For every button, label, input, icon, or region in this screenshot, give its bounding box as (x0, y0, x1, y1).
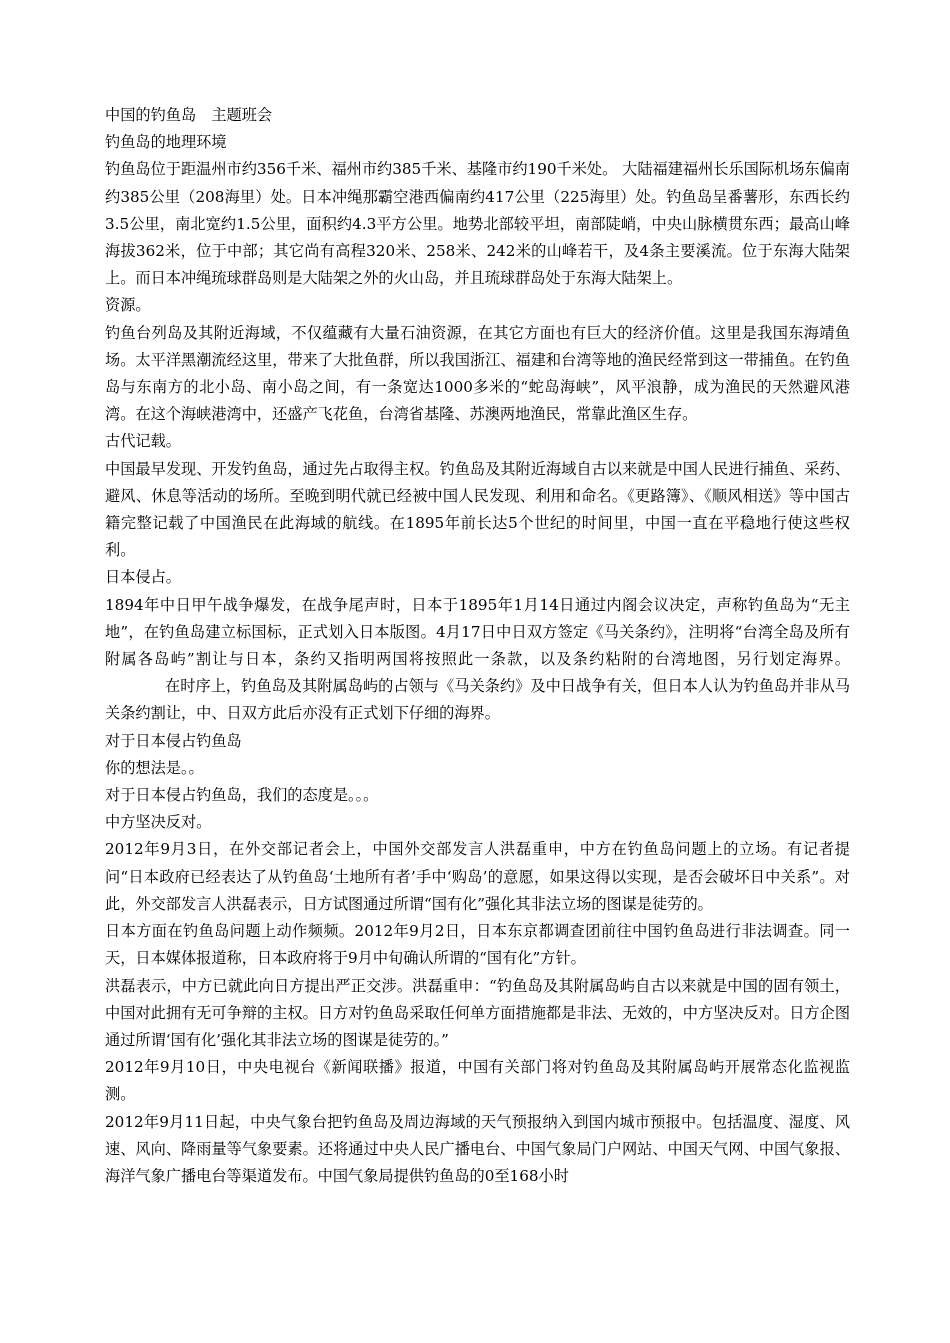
prompt-line-2: 你的想法是。。 (105, 758, 204, 777)
paragraph-japan-occupation-part1: 1894年中日甲午战争爆发，在战争尾声时，日本于1895年1月14日通过内阁会议决定，声称钓鱼岛为“无主地”，在钓鱼岛建立标国标，正式划入日本版图。4月17日中日双方签定《马关条约》，注明将“台湾全岛及所有附属各岛屿”割让与日本，条约又指明两国将按照此一条款，以及条约粘附的台湾地图，另行划定海界。 (105, 595, 850, 669)
paragraph-geography: 钓鱼岛位于距温州市约356千米、福州市约385千米、基隆市约190千米处。 大陆福建福州长乐国际机场东偏南约385公里（208海里）处。日本冲绳那霸空港西偏南约417公里（225海里）处。钓鱼岛呈番薯形，东西长约3.5公里，南北宽约1.5公里，面积约4.3平方公里。地势北部较平坦，南部陡峭，中央山脉横贯东西；最高山峰海拔362米，位于中部；其它尚有高程320米、258米、242米的山峰若干，及4条主要溪流。位于东海大陆架上。而日本冲绳琉球群岛则是大陆架之外的火山岛，并且琉球群岛处于东海大陆架上。 (105, 160, 850, 288)
paragraph-sept-3: 2012年9月3日，在外交部记者会上，中国外交部发言人洪磊重申，中方在钓鱼岛问题上的立场。有记者提问“日本政府已经表达了从钓鱼岛‘土地所有者’手中‘购岛’的意愿，如果这得以实现，是否会破坏日中关系”。对此，外交部发言人洪磊表示，日方试图通过所谓“国有化”强化其非法立场的图谋是徒劳的。 (105, 840, 850, 913)
paragraph-ancient-records: 中国最早发现、开发钓鱼岛，通过先占取得主权。钓鱼岛及其附近海域自古以来就是中国人民进行捕鱼、采药、避风、休息等活动的场所。至晚到明代就已经被中国人民发现、利用和命名。《更路簿》、《顺风相送》等中国古籍完整记载了中国渔民在此海域的航线。在1895年前长达5个世纪的时间里，中国一直在平稳地行使这些权利。 (105, 459, 850, 560)
paragraph-sept-11: 2012年9月11日起，中央气象台把钓鱼岛及周边海域的天气预报纳入到国内城市预报中。包括温度、湿度、风速、风向、降雨量等气象要素。还将通过中央人民广播电台、中国气象局门户网站、中国天气网、中国气象报、海洋气象广播电台等渠道发布。中国气象局提供钓鱼岛的0至168小时 (105, 1112, 850, 1185)
paragraph-japan-occupation (105, 592, 850, 728)
section-heading-resources: 资源。 (105, 296, 151, 315)
document-title: 中国的钓鱼岛 主题班会 (105, 106, 273, 124)
section-heading-ancient-records: 古代记载。 (105, 432, 181, 451)
prompt-line-1: 对于日本侵占钓鱼岛 (105, 731, 242, 750)
section-heading-geography: 钓鱼岛的地理环境 (105, 133, 227, 152)
paragraph-japan-occupation-part2: 在时序上，钓鱼岛及其附属岛屿的占领与《马关条约》及中日战争有关，但日本人认为钓鱼岛并非从马关条约割让，中、日双方此后亦没有正式划下仔细的海界。 (105, 677, 850, 723)
section-heading-japan-occupation: 日本侵占。 (105, 568, 181, 587)
paragraph-sept-10: 2012年9月10日，中央电视台《新闻联播》报道，中国有关部门将对钓鱼岛及其附属岛屿开展常态化监视监测。 (105, 1058, 850, 1104)
section-heading-china-opposes: 中方坚决反对。 (105, 813, 212, 832)
paragraph-hong-lei-statement: 洪磊表示，中方已就此向日方提出严正交涉。洪磊重申：“钓鱼岛及其附属岛屿自古以来就是中国的固有领土，中国对此拥有无可争辩的主权。日方对钓鱼岛采取任何单方面措施都是非法、无效的，中方坚决反对。日方企图通过所谓‘国有化’强化其非法立场的图谋是徒劳的。” (105, 976, 850, 1049)
paragraph-resources: 钓鱼台列岛及其附近海域，不仅蕴藏有大量石油资源，在其它方面也有巨大的经济价值。这里是我国东海靖鱼场。太平洋黑潮流经这里，带来了大批鱼群，所以我国浙江、福建和台湾等地的渔民经常到这一带捕鱼。在钓鱼岛与东南方的北小岛、南小岛之间，有一条宽达1000多米的“蛇岛海峡”，风平浪静，成为渔民的天然避风港湾。在这个海峡港湾中，还盛产飞花鱼，台湾省基隆、苏澳两地渔民，常靠此渔区生存。 (105, 323, 850, 424)
document-page (105, 102, 850, 1190)
prompt-line-3: 对于日本侵占钓鱼岛，我们的态度是。。。 (105, 786, 379, 805)
paragraph-japan-actions: 日本方面在钓鱼岛问题上动作频频。2012年9月2日，日本东京都调查团前往中国钓鱼岛进行非法调查。同一天，日本媒体报道称，日本政府将于9月中旬确认所谓的“国有化”方针。 (105, 922, 850, 968)
